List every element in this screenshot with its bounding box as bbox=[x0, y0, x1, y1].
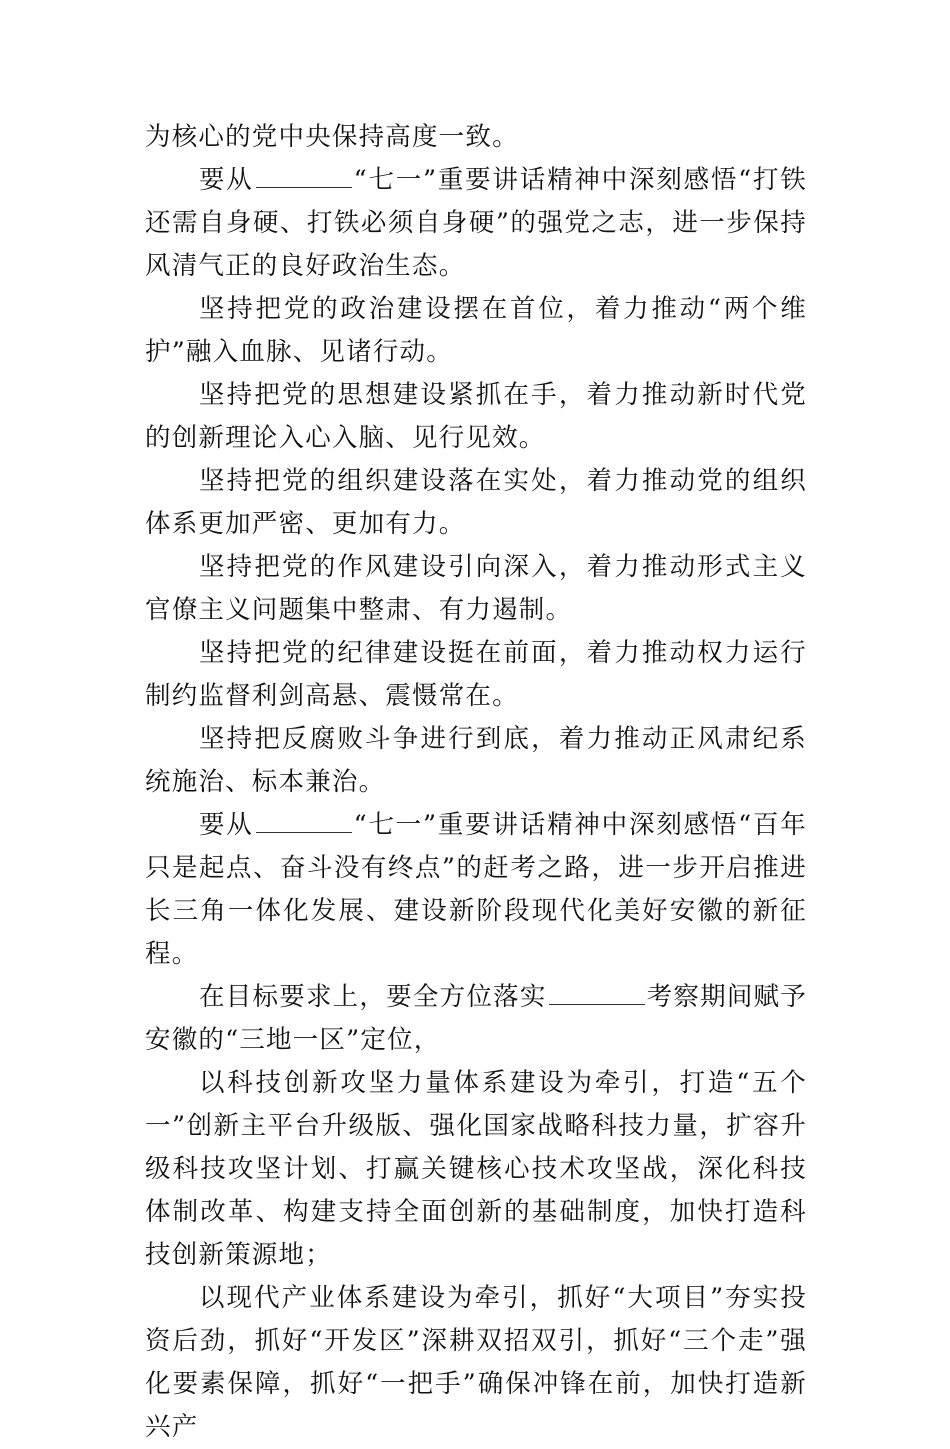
paragraph bbox=[145, 374, 807, 460]
paragraph-text: 坚持把党的作风建设引向深入，着力推动形式主义官僚主义问题集中整肃、有力遏制。 bbox=[145, 552, 807, 625]
paragraph-text: “七一”重要讲话精神中深刻感悟“打铁还需自身硬、打铁必须自身硬”的强党之志，进一步保持风清气正的良好政治生态。 bbox=[145, 165, 807, 281]
paragraph-text: 坚持把党的组织建设落在实处，着力推动党的组织体系更加严密、更加有力。 bbox=[145, 466, 807, 539]
fill-in-blank bbox=[256, 810, 352, 833]
paragraph-text: 在目标要求上，要全方位落实 bbox=[199, 982, 547, 1012]
paragraph bbox=[145, 546, 807, 632]
paragraph bbox=[145, 159, 807, 288]
paragraph-text: 以科技创新攻坚力量体系建设为牵引，打造“五个一”创新主平台升级版、强化国家战略科技力量，扩容升级科技攻坚计划、打赢关键核心技术攻坚战，深化科技体制改革、构建支持全面创新的基础制度，加快打造科技创新策源地； bbox=[145, 1068, 807, 1270]
paragraph bbox=[145, 460, 807, 546]
paragraph-text: 考察期间赋予安徽的“三地一区”定位， bbox=[145, 982, 807, 1055]
paragraph-text: 要从 bbox=[199, 165, 254, 195]
paragraph bbox=[145, 288, 807, 374]
paragraph bbox=[145, 804, 807, 976]
paragraph bbox=[145, 632, 807, 718]
paragraph-text: 以现代产业体系建设为牵引，抓好“大项目”夯实投资后劲，抓好“开发区”深耕双招双引，抓好“三个走”强化要素保障，抓好“一把手”确保冲锋在前，加快打造新兴产 bbox=[145, 1283, 807, 1442]
fill-in-blank bbox=[549, 982, 645, 1005]
paragraph-text: 要从 bbox=[199, 810, 254, 840]
paragraph bbox=[145, 116, 807, 159]
paragraph-text: 坚持把党的纪律建设挺在前面，着力推动权力运行制约监督利剑高悬、震慑常在。 bbox=[145, 638, 807, 711]
paragraph bbox=[145, 976, 807, 1062]
paragraph bbox=[145, 1062, 807, 1277]
paragraph-text: “七一”重要讲话精神中深刻感悟“百年只是起点、奋斗没有终点”的赶考之路，进一步开启推进长三角一体化发展、建设新阶段现代化美好安徽的新征程。 bbox=[145, 810, 807, 969]
paragraph-text: 坚持把党的政治建设摆在首位，着力推动“两个维护”融入血脉、见诸行动。 bbox=[145, 294, 807, 367]
paragraph-text: 为核心的党中央保持高度一致。 bbox=[145, 122, 519, 152]
paragraph bbox=[145, 718, 807, 804]
paragraph-text: 坚持把反腐败斗争进行到底，着力推动正风肃纪系统施治、标本兼治。 bbox=[145, 724, 807, 797]
paragraph bbox=[145, 1277, 807, 1449]
paragraph-text: 坚持把党的思想建设紧抓在手，着力推动新时代党的创新理论入心入脑、见行见效。 bbox=[145, 380, 807, 453]
fill-in-blank bbox=[256, 165, 352, 188]
document-body bbox=[145, 116, 807, 1449]
